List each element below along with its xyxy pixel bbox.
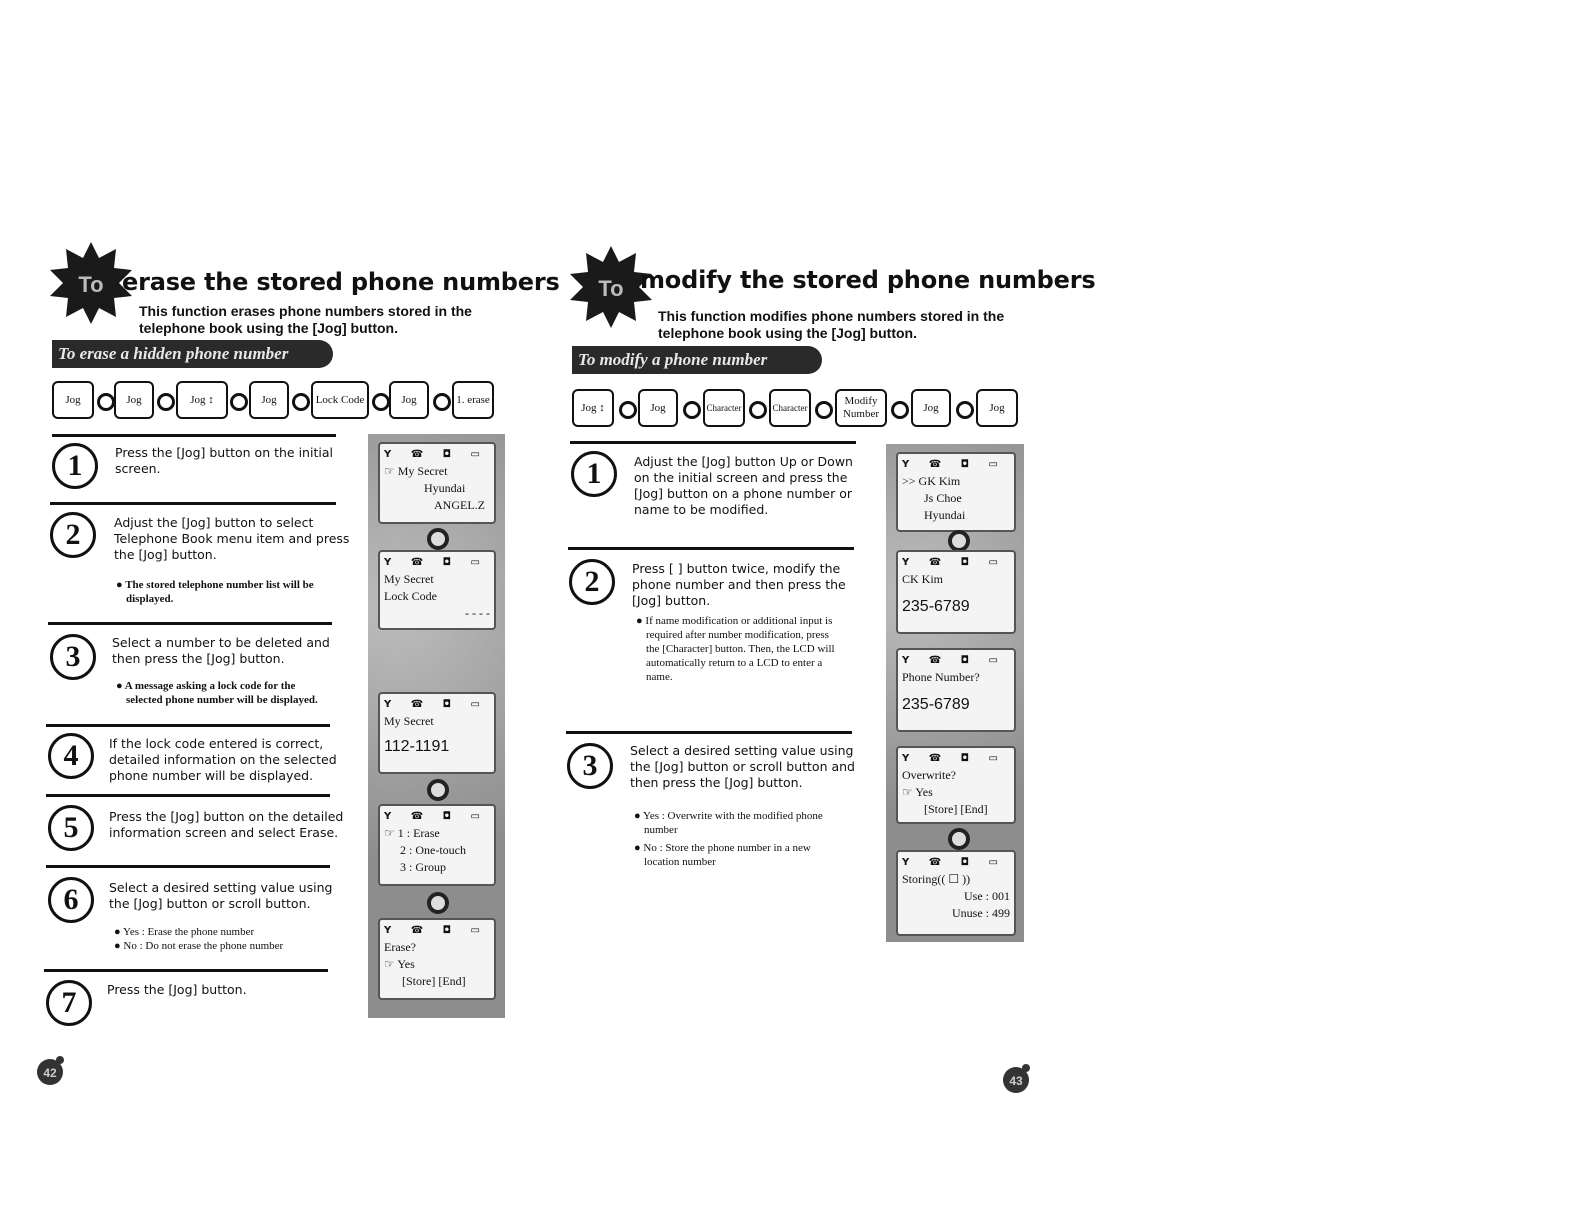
arrow-down-icon — [427, 892, 449, 914]
step-line: the [Jog] button or scroll button and — [630, 759, 855, 774]
step-line: [Jog] button on a phone number or — [634, 486, 853, 501]
lcd-line: 3 : Group — [400, 860, 446, 874]
step-line: detailed information on the selected — [109, 752, 337, 767]
step-number: 3 — [50, 634, 96, 680]
lcd-line: Erase? — [384, 940, 416, 954]
status-icons: Y ☎ ◘ ▭ — [902, 655, 1006, 666]
step-line: Select a number to be deleted and — [112, 635, 330, 650]
step-3-note: ● Yes : Overwrite with the modified phone number ● No : Store the phone number in a new location number — [634, 810, 823, 868]
description-line-1: This function erases phone numbers stored in the — [139, 303, 472, 319]
lcd-screen-3 — [896, 648, 1016, 732]
divider — [46, 865, 330, 868]
step-line: the [Jog] button or scroll button. — [109, 896, 311, 911]
step-number: 2 — [569, 559, 615, 605]
flow-arrow-icon — [815, 401, 833, 419]
flow-step-jog-updown: Jog ↕ — [176, 381, 228, 419]
step-line: phone number and then press the — [632, 577, 846, 592]
status-icons: Y ☎ ◘ ▭ — [902, 753, 1006, 764]
step-number: 3 — [567, 743, 613, 789]
flow-arrow-icon — [433, 393, 451, 411]
step-line: on the initial screen and press the — [634, 470, 848, 485]
note-line: A message asking a lock code for the — [124, 680, 296, 692]
lcd-screen-5 — [378, 918, 496, 1000]
step-2-note: ● The stored telephone number list will be displayed. — [116, 579, 314, 605]
step-number: 4 — [48, 733, 94, 779]
flow-arrow-icon — [749, 401, 767, 419]
step-3-text — [112, 635, 330, 667]
flow-arrow-icon — [372, 393, 390, 411]
section-banner-modify: To modify a phone number — [572, 346, 822, 374]
note-line: location number — [644, 856, 716, 868]
arrow-down-icon — [948, 828, 970, 850]
lcd-line: ANGEL.Z — [434, 498, 485, 512]
divider — [50, 502, 336, 505]
flow-arrow-icon — [619, 401, 637, 419]
lcd-line: Hyundai — [924, 508, 966, 522]
step-2-text — [114, 515, 349, 563]
lcd-line: Js Choe — [924, 491, 962, 505]
lcd-line: CK Kim — [902, 572, 944, 586]
lcd-screen-4 — [378, 804, 496, 886]
note-line: number — [644, 824, 678, 836]
page-title-modify: modify the stored phone numbers — [640, 266, 1096, 294]
flow-step-jog-updown: Jog ↕ — [572, 389, 614, 427]
page-number: 42 — [43, 1066, 57, 1080]
status-icons: Y ☎ ◘ ▭ — [384, 811, 488, 822]
note-line: No : Store the phone number in a new — [643, 842, 811, 854]
note-line: required after number modification, press — [646, 629, 829, 641]
step-line: screen. — [115, 461, 161, 476]
step-number: 5 — [48, 805, 94, 851]
step-line: Adjust the [Jog] button to select — [114, 515, 314, 530]
note-line: If name modification or additional input is — [645, 615, 833, 627]
step-number: 1 — [52, 443, 98, 489]
flow-step-jog: Jog — [114, 381, 154, 419]
description-line-2: telephone book using the [Jog] button. — [658, 325, 917, 341]
divider — [568, 547, 854, 550]
step-5-text — [109, 809, 343, 841]
step-6-note: ● Yes : Erase the phone number ● No : Do not erase the phone number — [114, 926, 284, 952]
description-erase — [139, 303, 472, 337]
status-icons: Y ☎ ◘ ▭ — [902, 857, 1006, 868]
lcd-screen-5 — [896, 850, 1016, 936]
flow-step-lock-code: Lock Code — [311, 381, 369, 419]
page-title-erase: erase the stored phone numbers — [122, 268, 560, 296]
note-line: displayed. — [126, 593, 174, 605]
lcd-line: Storing(( ☐ )) — [902, 872, 971, 886]
flow-arrow-icon — [230, 393, 248, 411]
flow-step-jog: Jog — [911, 389, 951, 427]
lcd-line: ☞ Yes — [384, 957, 415, 971]
phone-screens-modify — [886, 444, 1024, 942]
flow-arrow-icon — [956, 401, 974, 419]
lcd-line: Use : 001 — [964, 889, 1010, 903]
flow-arrow-icon — [97, 393, 115, 411]
lcd-screen-2 — [896, 550, 1016, 634]
flow-step-jog: Jog — [249, 381, 289, 419]
status-icons: Y ☎ ◘ ▭ — [384, 449, 488, 460]
lcd-line: 112-1191 — [384, 738, 450, 755]
step-line: If the lock code entered is correct, — [109, 736, 324, 751]
flow-step-jog: Jog — [389, 381, 429, 419]
phone-screens-erase — [368, 434, 505, 1018]
step-3-text — [630, 743, 855, 791]
lcd-line: Lock Code — [384, 589, 437, 603]
lcd-line: Phone Number? — [902, 670, 980, 684]
step-2-text — [632, 561, 846, 609]
flow-step-erase: 1. erase — [452, 381, 494, 419]
status-icons: Y ☎ ◘ ▭ — [902, 459, 1006, 470]
flow-step-jog: Jog — [638, 389, 678, 427]
divider — [566, 731, 852, 734]
lcd-line: [Store] [End] — [924, 802, 988, 816]
flow-step-jog: Jog — [976, 389, 1018, 427]
step-line: Select a desired setting value using — [109, 880, 333, 895]
step-line: Press the [Jog] button. — [107, 982, 247, 997]
lcd-line: 235-6789 — [902, 696, 970, 713]
lcd-line: 2 : One-touch — [400, 843, 466, 857]
note-line: name. — [646, 671, 673, 683]
step-7-text — [107, 982, 247, 998]
flow-arrow-icon — [157, 393, 175, 411]
arrow-down-icon — [948, 530, 970, 552]
note-line: selected phone number will be displayed. — [126, 694, 318, 706]
lcd-line: >> GK Kim — [902, 474, 961, 488]
step-number: 6 — [48, 877, 94, 923]
step-line: Adjust the [Jog] button Up or Down — [634, 454, 853, 469]
step-3-note: ● A message asking a lock code for the selected phone number will be displayed. — [116, 680, 318, 706]
page-number: 43 — [1009, 1074, 1023, 1088]
description-modify — [658, 308, 1004, 342]
note-line: The stored telephone number list will be — [125, 579, 314, 591]
note-line: No : Do not erase the phone number — [123, 940, 284, 952]
step-line: information screen and select Erase. — [109, 825, 339, 840]
lcd-screen-4 — [896, 746, 1016, 824]
step-line: phone number will be displayed. — [109, 768, 314, 783]
divider — [52, 434, 336, 437]
step-line: Press [ ] button twice, modify the — [632, 561, 841, 576]
flow-arrow-icon — [683, 401, 701, 419]
arrow-down-icon — [427, 528, 449, 550]
description-line-1: This function modifies phone numbers stored in the — [658, 308, 1005, 324]
status-icons: Y ☎ ◘ ▭ — [384, 925, 488, 936]
lcd-line: Hyundai — [424, 481, 466, 495]
divider — [570, 441, 856, 444]
lcd-line: [Store] [End] — [402, 974, 466, 988]
lcd-line: 235-6789 — [902, 598, 970, 615]
step-line: Telephone Book menu item and press — [114, 531, 350, 546]
step-number: 2 — [50, 512, 96, 558]
lcd-line: - - - - — [465, 606, 490, 620]
flow-step-character: Character — [769, 389, 811, 427]
arrow-down-icon — [427, 779, 449, 801]
flow-step-character: Character — [703, 389, 745, 427]
step-line: name to be modified. — [634, 502, 769, 517]
step-number: 7 — [46, 980, 92, 1026]
lcd-line: Overwrite? — [902, 768, 956, 782]
step-number: 1 — [571, 451, 617, 497]
lcd-line: ☞ Yes — [902, 785, 933, 799]
lcd-line: ☞ 1 : Erase — [384, 826, 440, 840]
section-banner-erase: To erase a hidden phone number — [52, 340, 333, 368]
page-number-badge — [34, 1054, 68, 1088]
lcd-line: My Secret — [384, 714, 434, 728]
step-2-note: ● If name modification or additional input is required after number modification, press the [Character] button. Then, the LCD will automatically return to a LCD to enter a name. — [636, 615, 835, 683]
lcd-line: ☞ My Secret — [384, 464, 448, 478]
note-line: the [Character] button. Then, the LCD will — [646, 643, 835, 655]
step-line: Press the [Jog] button on the initial — [115, 445, 333, 460]
step-line: then press the [Jog] button. — [630, 775, 803, 790]
divider — [46, 794, 330, 797]
step-1-text — [115, 445, 333, 477]
flow-arrow-icon — [891, 401, 909, 419]
lcd-line: Unuse : 499 — [952, 906, 1010, 920]
page-number-badge — [1000, 1062, 1034, 1096]
badge-to-text: To — [78, 272, 104, 297]
step-line: the [Jog] button. — [114, 547, 217, 562]
lcd-screen-1 — [378, 442, 496, 524]
flow-step-modify-number: Modify Number — [835, 389, 887, 427]
status-icons: Y ☎ ◘ ▭ — [902, 557, 1006, 568]
lcd-screen-2 — [378, 550, 496, 630]
step-line: Select a desired setting value using — [630, 743, 854, 758]
note-line: Yes : Overwrite with the modified phone — [643, 810, 823, 822]
step-line: then press the [Jog] button. — [112, 651, 285, 666]
divider — [48, 622, 332, 625]
badge-to-text: To — [598, 276, 624, 301]
lcd-line: My Secret — [384, 572, 434, 586]
divider — [46, 724, 330, 727]
note-line: automatically return to a LCD to enter a — [646, 657, 823, 669]
flow-step-jog: Jog — [52, 381, 94, 419]
step-line: Press the [Jog] button on the detailed — [109, 809, 344, 824]
divider — [44, 969, 328, 972]
lcd-screen-3 — [378, 692, 496, 774]
description-line-2: telephone book using the [Jog] button. — [139, 320, 398, 336]
step-1-text — [634, 454, 853, 518]
status-icons: Y ☎ ◘ ▭ — [384, 699, 488, 710]
note-line: Yes : Erase the phone number — [123, 926, 255, 938]
flow-arrow-icon — [292, 393, 310, 411]
status-icons: Y ☎ ◘ ▭ — [384, 557, 488, 568]
step-6-text — [109, 880, 332, 912]
step-4-text — [109, 736, 337, 784]
lcd-screen-1 — [896, 452, 1016, 532]
step-line: [Jog] button. — [632, 593, 711, 608]
